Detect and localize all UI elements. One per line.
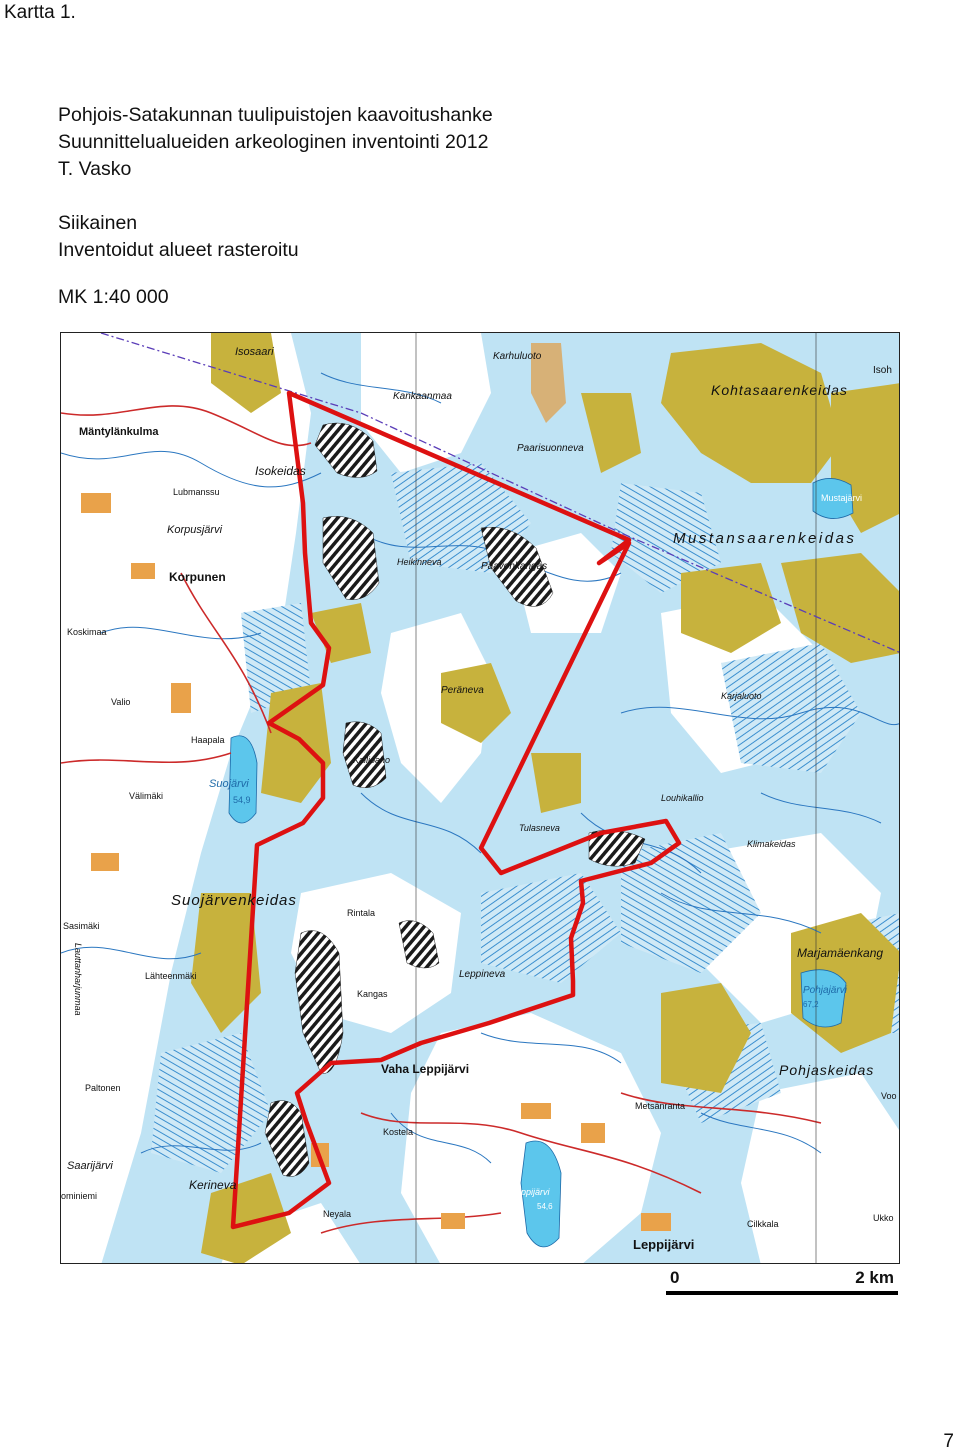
place-heikinneva: Heikinneva [397,557,442,567]
place-karjaluoto: Karjaluoto [721,691,762,701]
project-title: Pohjois-Satakunnan tuulipuistojen kaavoitushanke [58,104,493,126]
page-corner-label: Kartta 1. [4,2,76,23]
place-peraneva: Peräneva [441,685,484,696]
place-rintala: Rintala [347,908,376,918]
place-isosaari: Isosaari [235,346,274,358]
place-pohjajarvi: Pohjajärvi [803,985,847,996]
scale-line [666,1291,898,1295]
place-klimakeidas: Klimakeidas [747,839,796,849]
place-paarisuonneva: Paarisuonneva [517,443,584,454]
place-koskimaa: Koskimaa [67,627,107,637]
place-mustajarvi: Mustajärvi [821,493,863,503]
place-kohtasaarenkeidas: Kohtasaarenkeidas [711,382,848,398]
place-metsanranta: Metsänranta [635,1101,686,1111]
survey-title: Suunnittelualueiden arkeologinen inventointi 2012 [58,131,489,153]
place-ukko: Ukko [873,1213,894,1223]
place-leppijarvi-lake: Leppijärvi [511,1187,550,1197]
place-pohjajarvi-level: 67,2 [803,1000,819,1009]
place-paltonen: Paltonen [85,1083,121,1093]
map-header [58,102,493,311]
map-scale: MK 1:40 000 [58,286,169,308]
topographic-map [60,332,900,1264]
place-suojarvenkeidas: Suojärvenkeidas [171,892,297,909]
place-vaha-leppijarvi: Vaha Leppijärvi [381,1062,470,1076]
place-isoh: Isoh [873,365,892,376]
place-sasimaki: Sasimäki [63,921,100,931]
place-leppijarvi: Leppijärvi [633,1237,695,1252]
place-kostela: Kostela [383,1127,414,1137]
place-kangas: Kangas [357,989,388,999]
place-ominiemi: ominiemi [61,1191,98,1201]
author: T. Vasko [58,158,132,180]
place-kerineva: Kerineva [189,1178,237,1192]
place-korpunen: Korpunen [169,570,226,584]
place-louhikallio: Louhikallio [661,793,704,803]
municipality: Siikainen [58,212,138,234]
place-isokeidas: Isokeidas [255,464,306,478]
place-lubmanssu: Lubmanssu [173,487,220,497]
place-saarijarvi: Saarijärvi [67,1160,113,1172]
place-mustansaarenkeidas: Mustansaarenkeidas [673,530,857,547]
legend-note: Inventoidut alueet rasteroitu [58,239,299,261]
place-mantylankulma: Mäntylänkulma [79,426,159,438]
scale-end-label: 2 km [855,1268,894,1287]
place-cilkkala: Cilkkala [747,1219,779,1229]
place-voo: Voo [881,1091,897,1101]
page-number: 7 [943,1431,954,1452]
place-tulasneva: Tulasneva [519,823,560,833]
place-valio: Valio [111,697,131,707]
place-lauttaharju: Lauttanharjunmaa [73,943,83,1016]
scale-bar [666,1268,898,1298]
place-korpusjarvi: Korpusjärvi [167,524,223,536]
place-pohjaskeidas: Pohjaskeidas [779,1062,875,1078]
place-paavonkangas: Paavonkangas [481,561,548,572]
place-kallioaho: Kallioaho [353,755,391,765]
place-lahteenmaki: Lähteenmäki [145,971,197,981]
place-neyala: Neyala [323,1209,352,1219]
place-leppineva: Leppineva [459,969,506,980]
place-karhuluoto: Karhuluoto [493,351,542,362]
scale-start-label: 0 [670,1268,680,1287]
place-marjamaenkangas: Marjamäenkang [797,946,884,960]
place-leppijarvi-level: 54,6 [537,1202,553,1211]
place-suojarvi-level: 54,9 [233,795,251,805]
place-suojarvi: Suojärvi [209,778,249,790]
place-kankaanmaa: Kankaanmaa [393,391,452,402]
place-haapala: Haapala [191,735,225,745]
place-valimaki: Välimäki [129,791,164,801]
